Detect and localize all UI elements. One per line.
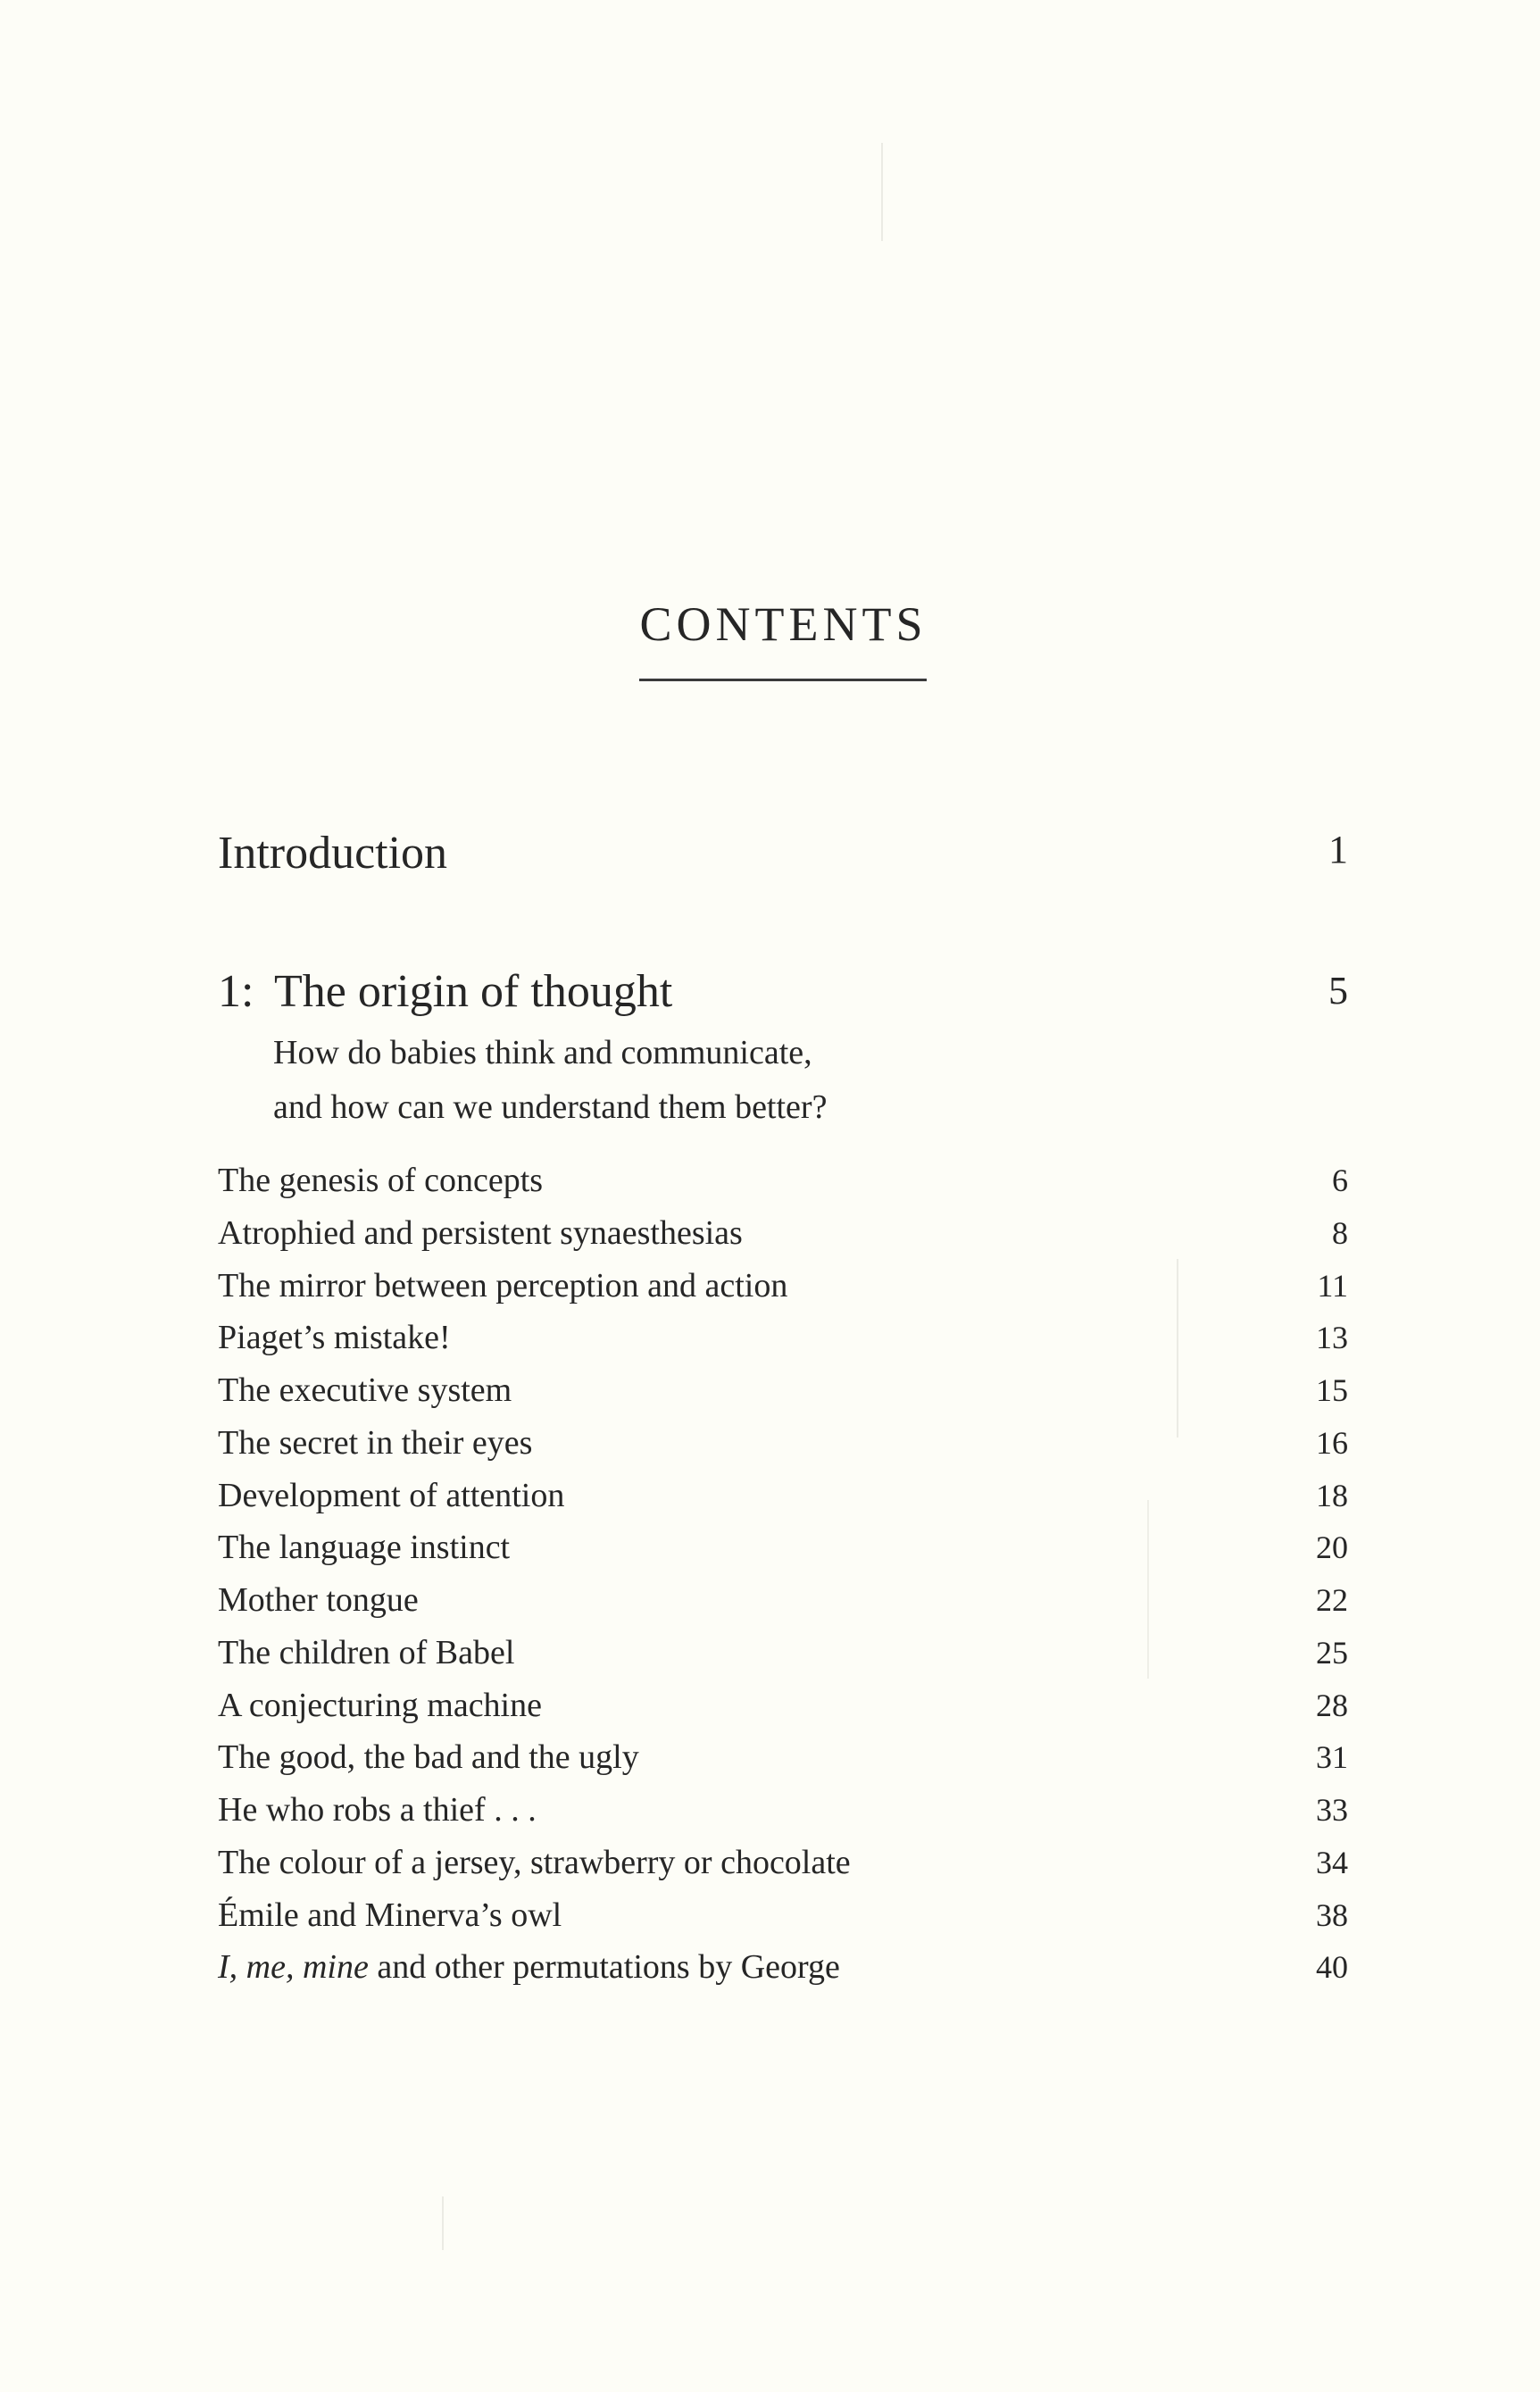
- toc-entry-page: 6: [1332, 1163, 1348, 1198]
- toc-introduction-label[interactable]: Introduction: [218, 828, 448, 879]
- scan-mark: [442, 2196, 444, 2250]
- toc-entry[interactable]: [218, 1583, 1348, 1636]
- toc-entry-page: 13: [1316, 1320, 1348, 1356]
- toc-entry[interactable]: [218, 1793, 1348, 1846]
- toc-entry-page: 33: [1316, 1792, 1348, 1828]
- toc-entry-page: 28: [1316, 1687, 1348, 1723]
- toc-entry-label: The secret in their eyes: [218, 1423, 533, 1462]
- toc-entry[interactable]: [218, 1163, 1348, 1216]
- toc-entry[interactable]: [218, 1740, 1348, 1793]
- toc-entry-page: 16: [1316, 1424, 1348, 1461]
- toc-entry-label: A conjecturing machine: [218, 1686, 542, 1724]
- toc-entry-label: The executive system: [218, 1371, 512, 1409]
- toc-entry-label: Development of attention: [218, 1476, 565, 1514]
- chapter-number: 1:: [218, 966, 254, 1017]
- toc-entry-label: The language instinct: [218, 1529, 511, 1567]
- toc-entry-page: 31: [1316, 1739, 1348, 1776]
- toc-entry[interactable]: [218, 1321, 1348, 1373]
- toc-entry-label: [218, 1948, 840, 1987]
- toc-entry[interactable]: [218, 1688, 1348, 1741]
- chapter-title[interactable]: The origin of thought: [274, 966, 673, 1017]
- toc-entry-label: He who robs a thief . . .: [218, 1791, 537, 1829]
- toc-entry[interactable]: [218, 1950, 1348, 2003]
- toc-entry[interactable]: [218, 1423, 1348, 1479]
- scan-mark: [881, 143, 883, 241]
- toc-entry-page: 20: [1316, 1529, 1348, 1566]
- toc-entry-label: The good, the bad and the ugly: [218, 1738, 639, 1777]
- toc-entry-page: 11: [1317, 1267, 1348, 1304]
- toc-entry-page: 8: [1332, 1214, 1348, 1251]
- toc-entry-label: The mirror between perception and action: [218, 1266, 788, 1304]
- toc-entry[interactable]: [218, 1898, 1348, 1951]
- toc-entry[interactable]: [218, 1266, 1348, 1321]
- toc-entry-page: 34: [1316, 1844, 1348, 1880]
- toc-entry-page: 22: [1316, 1582, 1348, 1618]
- toc-entry[interactable]: [218, 1373, 1348, 1426]
- toc-entry-label: Mother tongue: [218, 1581, 419, 1619]
- toc-introduction-page: 1: [1328, 828, 1348, 871]
- toc-entry-label-italic: I, me, mine: [218, 1948, 369, 1987]
- chapter-subtitle-line-2: and how can we understand them better?: [273, 1088, 828, 1126]
- toc-entry-label: The genesis of concepts: [218, 1162, 544, 1199]
- toc-entry-label: Piaget’s mistake!: [218, 1319, 451, 1357]
- toc-entry-label: The colour of a jersey, strawberry or chocolate: [218, 1843, 851, 1881]
- title-rule: [639, 679, 927, 681]
- toc-entry-page: 38: [1316, 1896, 1348, 1933]
- toc-entry-label: Atrophied and persistent synaesthesias: [218, 1213, 743, 1252]
- toc-entry-page: 15: [1316, 1372, 1348, 1408]
- chapter-subtitle-line-1: How do babies think and communicate,: [273, 1034, 812, 1071]
- chapter-page: 5: [1328, 969, 1348, 1013]
- toc-entry-label-rest: and other permutations by George: [368, 1948, 840, 1987]
- toc-entry[interactable]: [218, 1213, 1348, 1269]
- toc-entry-label: Émile and Minerva’s owl: [218, 1896, 562, 1934]
- toc-entry[interactable]: [218, 1476, 1348, 1531]
- toc-entry[interactable]: [218, 1530, 1348, 1583]
- toc-entry-page: 25: [1316, 1634, 1348, 1671]
- toc-entry[interactable]: [218, 1843, 1348, 1898]
- toc-entry-page: 18: [1316, 1477, 1348, 1513]
- page-title: CONTENTS: [639, 597, 928, 651]
- section-list: [218, 1163, 1348, 2003]
- toc-entry-label: The children of Babel: [218, 1633, 515, 1671]
- toc-entry[interactable]: [218, 1633, 1348, 1688]
- toc-entry-page: 40: [1316, 1949, 1348, 1986]
